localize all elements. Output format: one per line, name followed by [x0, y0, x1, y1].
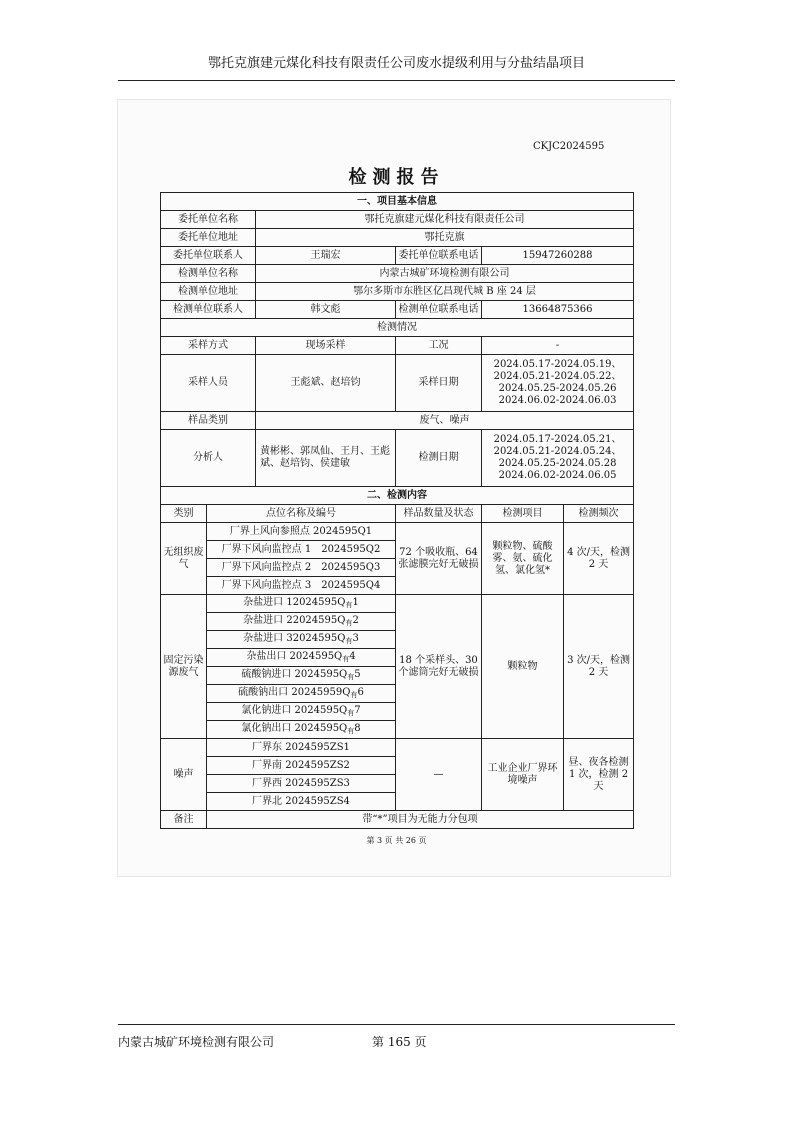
- header-divider: [118, 80, 675, 81]
- lab-phone-label: 检测单位联系电话: [396, 301, 482, 319]
- section-detection-content: 二、检测内容: [161, 487, 634, 505]
- g3-point: 厂界东 2024595ZS1: [207, 739, 396, 757]
- section-basic-info: 一、项目基本信息: [161, 193, 634, 211]
- g2-point: 氯化钠进口 $2024595Q_有7$: [207, 703, 396, 721]
- lab-address-label: 检测单位地址: [161, 283, 256, 301]
- client-contact-label: 委托单位联系人: [161, 247, 256, 265]
- report-code: CKJC2024595: [533, 141, 605, 152]
- lab-name-label: 检测单位名称: [161, 265, 256, 283]
- g2-point: 氯化钠出口 $2024595Q_有8$: [207, 721, 396, 739]
- test-date-line: 2024.05.25-2024.05.28: [498, 458, 617, 469]
- sampling-date-line: 2024.05.17-2024.05.19、: [493, 359, 622, 370]
- client-phone-label: 委托单位联系电话: [396, 247, 482, 265]
- sampling-date-line: 2024.05.25-2024.05.26: [498, 383, 617, 394]
- g3-item: 工业企业厂界环境噪声: [482, 739, 564, 811]
- g1-point: 厂界下风向监控点 3 2024595Q4: [207, 577, 396, 595]
- g2-point: 杂盐进口 $22024595Q_有2$: [207, 613, 396, 631]
- lab-contact: 韩文彪: [256, 301, 396, 319]
- g1-freq: 4 次/天，检测 2 天: [564, 523, 634, 595]
- g2-point: 硫酸钠出口 $20245959Q_有6$: [207, 685, 396, 703]
- sampler: 王彪斌、赵培钧: [256, 355, 396, 412]
- detection-info-header: 检测情况: [161, 319, 634, 337]
- test-date-line: 2024.05.21-2024.05.24、: [493, 446, 622, 457]
- lab-contact-label: 检测单位联系人: [161, 301, 256, 319]
- g1-point: 厂界上风向参照点 2024595Q1: [207, 523, 396, 541]
- analyst-label: 分析人: [161, 430, 256, 487]
- g2-point: 杂盐出口 $2024595Q_有4$: [207, 649, 396, 667]
- g1-qty: 72 个吸收瓶、64 张滤膜完好无破损: [396, 523, 482, 595]
- condition: -: [482, 337, 634, 355]
- remark-label: 备注: [161, 811, 207, 829]
- client-name-label: 委托单位名称: [161, 211, 256, 229]
- footer-page-number: 第 165 页: [372, 1035, 427, 1049]
- analyst: 黄彬彬、郭凤仙、王月、王彪斌、赵培钧、侯建敏: [256, 430, 396, 487]
- lab-name: 内蒙古城矿环境检测有限公司: [256, 265, 634, 283]
- col-category: 类别: [161, 505, 207, 523]
- client-address-label: 委托单位地址: [161, 229, 256, 247]
- g2-point: 杂盐进口 $32024595Q_有3$: [207, 631, 396, 649]
- g2-item: 颗粒物: [482, 595, 564, 739]
- sampling-date-line: 2024.06.02-2024.06.03: [498, 395, 617, 406]
- footer-company: 内蒙古城矿环境检测有限公司: [118, 1035, 275, 1049]
- g1-item: 颗粒物、硫酸雾、氨、硫化氢、氯化氢*: [482, 523, 564, 595]
- report-table: [160, 192, 634, 829]
- g1-point: 厂界下风向监控点 1 2024595Q2: [207, 541, 396, 559]
- col-point: 点位名称及编号: [207, 505, 396, 523]
- sampling-date-label: 采样日期: [396, 355, 482, 412]
- page-header: 鄂托克旗建元煤化科技有限责任公司废水提级利用与分盐结晶项目: [207, 56, 585, 71]
- test-date-line: 2024.06.02-2024.06.05: [498, 470, 617, 481]
- test-date-line: 2024.05.17-2024.05.21、: [493, 434, 622, 445]
- sampling-method-label: 采样方式: [161, 337, 256, 355]
- lab-address: 鄂尔多斯市东胜区亿昌现代城 B 座 24 层: [256, 283, 634, 301]
- sampling-date-line: 2024.05.21-2024.05.22、: [493, 371, 622, 382]
- remark: 带“*”项目为无能力分包项: [207, 811, 634, 829]
- g3-category: 噪声: [161, 739, 207, 811]
- col-item: 检测项目: [482, 505, 564, 523]
- test-date: [482, 430, 634, 487]
- lab-phone: 13664875366: [482, 301, 634, 319]
- sample-type: 废气、噪声: [256, 412, 634, 430]
- client-contact: 王瑞宏: [256, 247, 396, 265]
- footer-divider: [118, 1024, 675, 1025]
- col-qty: 样品数量及状态: [396, 505, 482, 523]
- col-freq: 检测频次: [564, 505, 634, 523]
- g2-category: 固定污染源废气: [161, 595, 207, 739]
- g3-point: 厂界南 2024595ZS2: [207, 757, 396, 775]
- test-date-label: 检测日期: [396, 430, 482, 487]
- g3-qty: —: [396, 739, 482, 811]
- condition-label: 工况: [396, 337, 482, 355]
- g3-point: 厂界北 2024595ZS4: [207, 793, 396, 811]
- g3-point: 厂界西 2024595ZS3: [207, 775, 396, 793]
- sampling-date: [482, 355, 634, 412]
- report-page-number: 第 3 页 共 26 页: [366, 836, 427, 845]
- g3-freq: 昼、夜各检测 1 次，检测 2 天: [564, 739, 634, 811]
- sampling-method: 现场采样: [256, 337, 396, 355]
- g1-point: 厂界下风向监控点 2 2024595Q3: [207, 559, 396, 577]
- sampler-label: 采样人员: [161, 355, 256, 412]
- client-phone: 15947260288: [482, 247, 634, 265]
- g2-freq: 3 次/天，检测 2 天: [564, 595, 634, 739]
- client-address: 鄂托克旗: [256, 229, 634, 247]
- g2-qty: 18 个采样头、30 个滤筒完好无破损: [396, 595, 482, 739]
- g2-point: 硫酸钠进口 $2024595Q_有5$: [207, 667, 396, 685]
- client-name: 鄂托克旗建元煤化科技有限责任公司: [256, 211, 634, 229]
- g1-category: 无组织废气: [161, 523, 207, 595]
- report-title: 检测报告: [348, 167, 445, 188]
- sample-type-label: 样品类别: [161, 412, 256, 430]
- g2-point: 杂盐进口 $12024595Q_有1$: [207, 595, 396, 613]
